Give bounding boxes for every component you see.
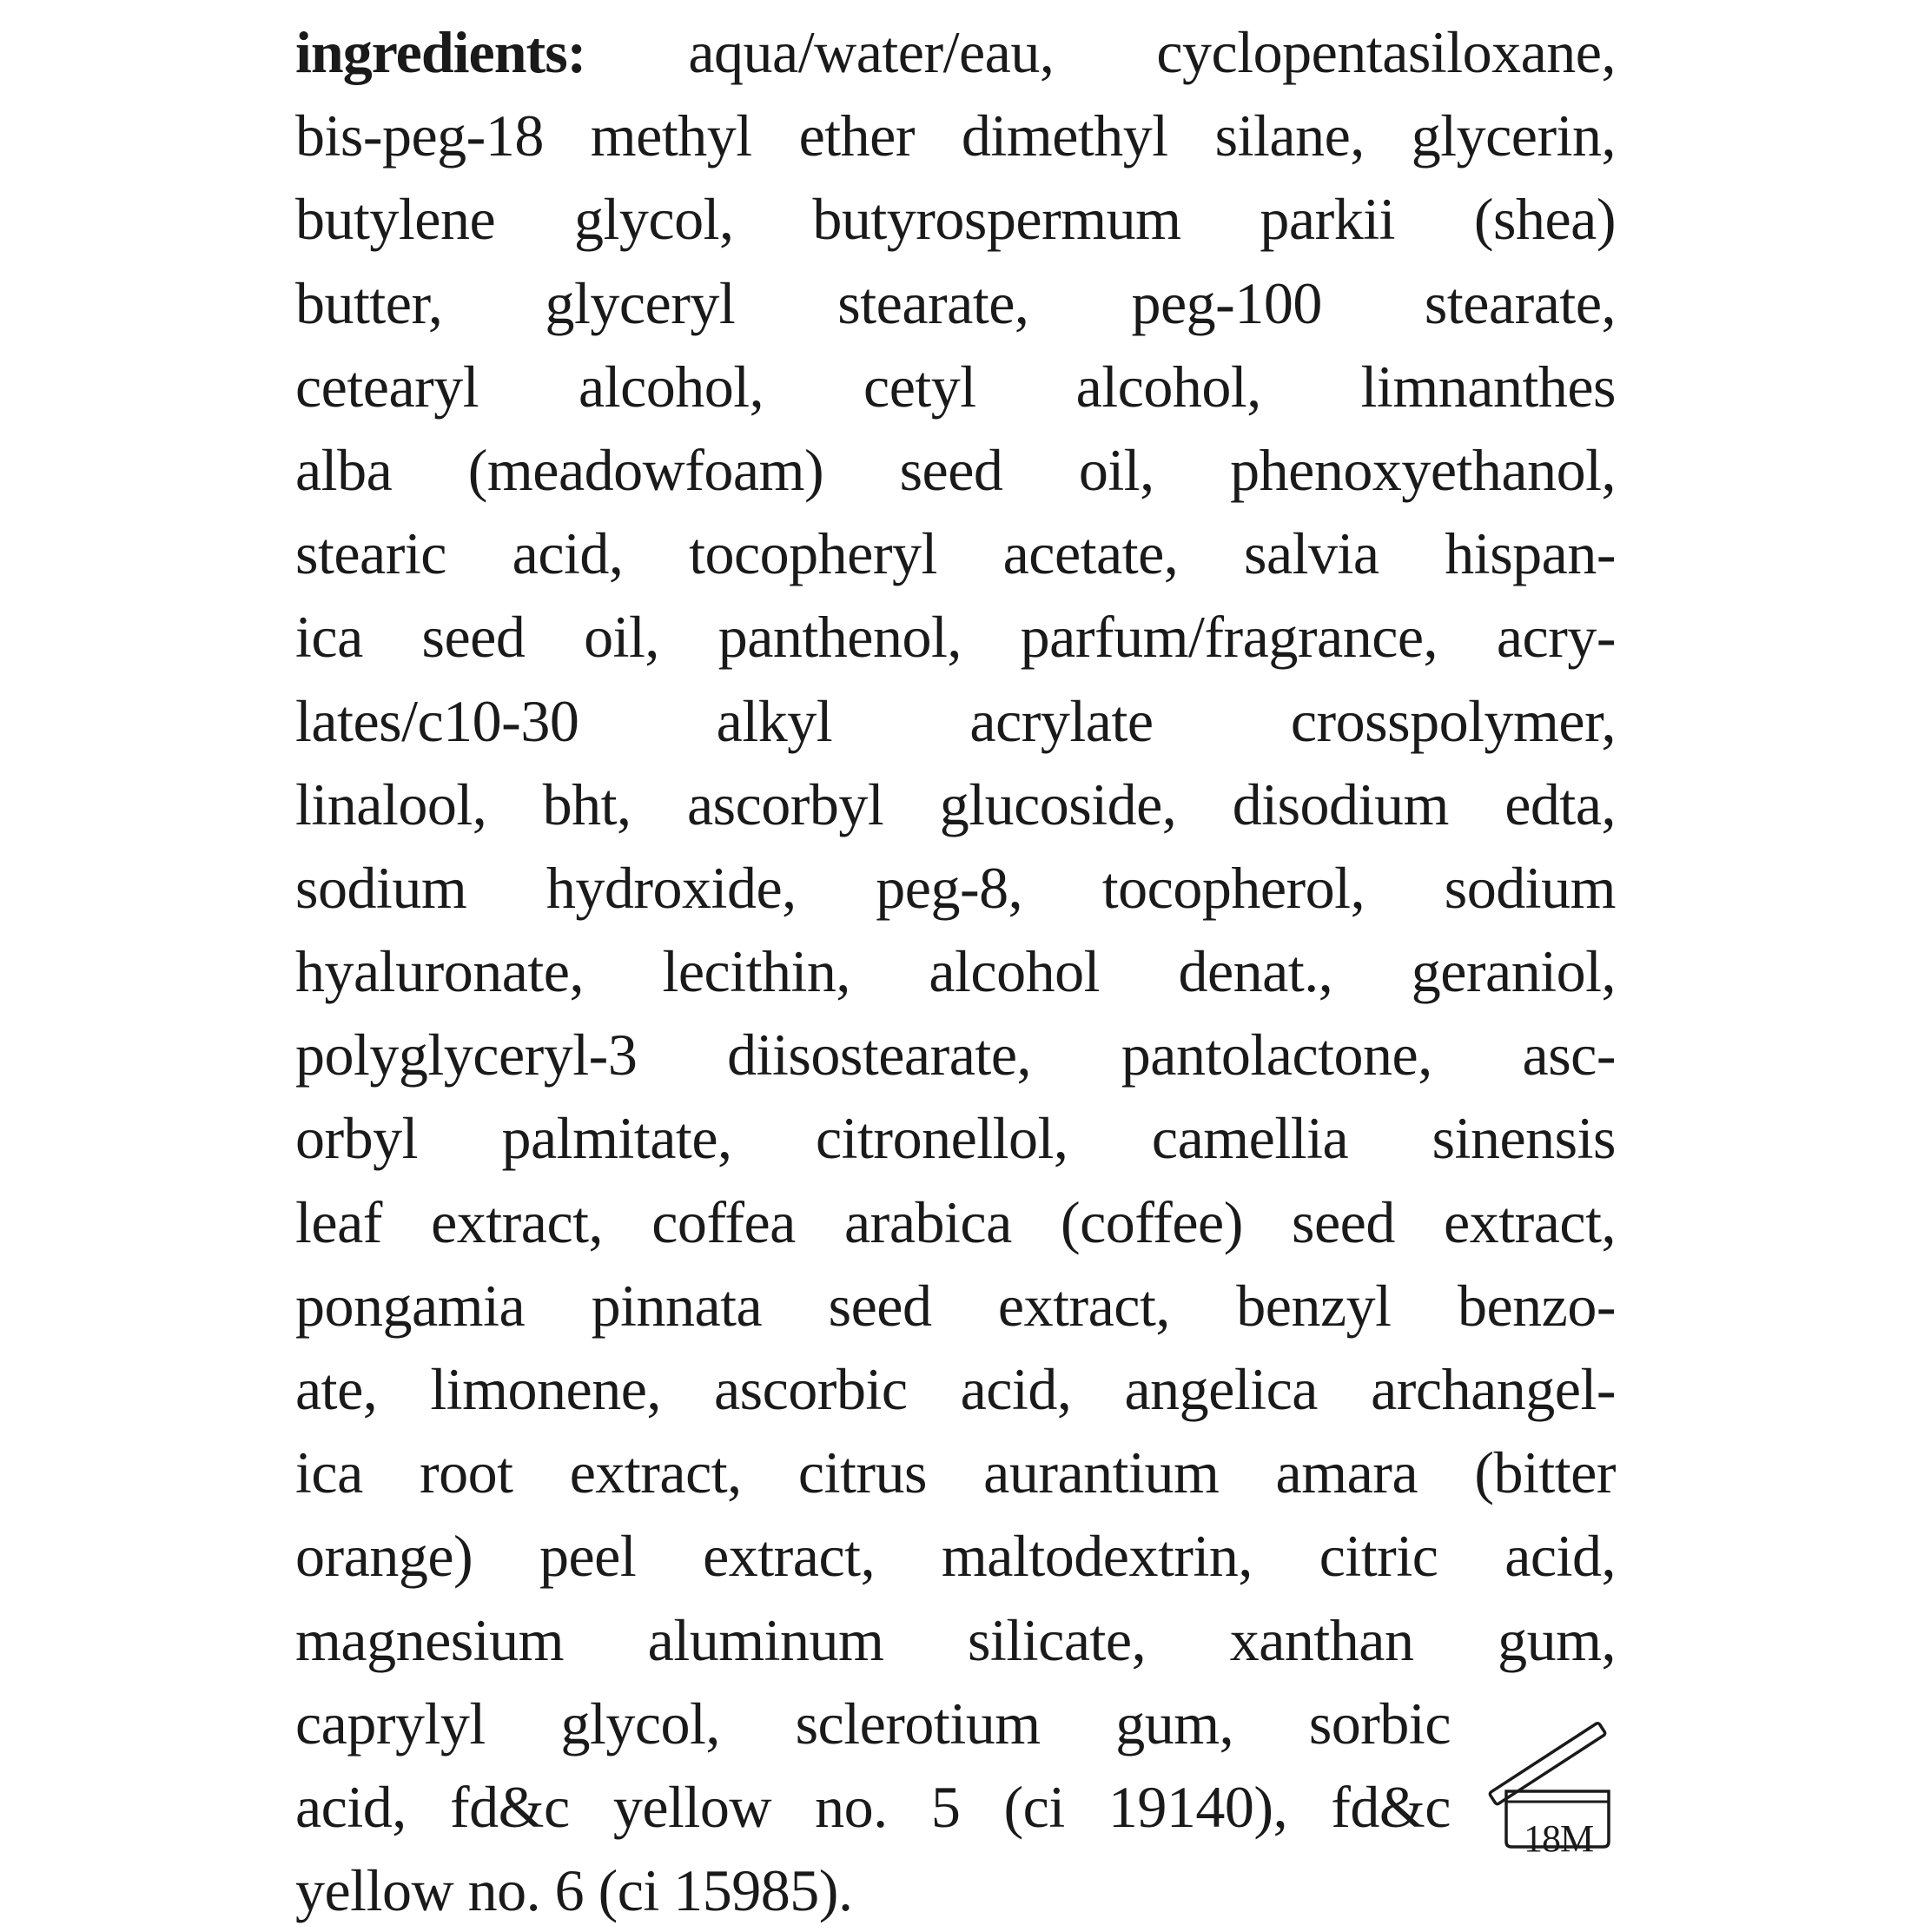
ingredients-line-19: orange) peel extract, maltodextrin, citric acid,: [295, 1523, 1616, 1590]
ingredients-line-12: hyaluronate, lecithin, alcohol denat., geraniol,: [295, 938, 1616, 1005]
ingredients-line-8: ica seed oil, panthenol, parfum/fragrance, acry-: [295, 604, 1616, 671]
ingredients-line-18: ica root extract, citrus aurantium amara (bitter: [295, 1439, 1616, 1506]
ingredients-heading: ingredients:: [295, 19, 586, 85]
ingredients-line-11: sodium hydroxide, peg-8, tocopherol, sodium: [295, 854, 1616, 921]
ingredients-line-1: ingredients: aqua/water/eau, cyclopentasiloxane,: [295, 19, 1616, 85]
ingredients-line-5: cetearyl alcohol, cetyl alcohol, limnanthes: [295, 353, 1616, 420]
ingredients-line-22: acid, fd&c yellow no. 5 (ci 19140), fd&c: [295, 1773, 1451, 1840]
pao-months-label: 18M: [1523, 1817, 1594, 1860]
ingredients-line-6: alba (meadowfoam) seed oil, phenoxyethanol,: [295, 436, 1616, 503]
ingredients-line-20: magnesium aluminum silicate, xanthan gum,: [295, 1606, 1616, 1673]
ingredients-line-23: yellow no. 6 (ci 15985).: [295, 1857, 853, 1924]
ingredients-line-16: pongamia pinnata seed extract, benzyl benzo-: [295, 1272, 1616, 1339]
ingredients-line-13: polyglyceryl-3 diisostearate, pantolactone, asc-: [295, 1022, 1616, 1088]
ingredients-line-17: ate, limonene, ascorbic acid, angelica archangel-: [295, 1356, 1616, 1422]
ingredients-line-9: lates/c10-30 alkyl acrylate crosspolymer,: [295, 687, 1616, 754]
ingredients-line-14: orbyl palmitate, citronellol, camellia sinensis: [295, 1105, 1616, 1172]
ingredients-line-4: butter, glyceryl stearate, peg-100 stearate,: [295, 269, 1616, 336]
ingredients-line-2: bis-peg-18 methyl ether dimethyl silane, glycerin,: [295, 103, 1616, 169]
period-after-opening-symbol: [1477, 1711, 1624, 1885]
ingredients-line-3: butylene glycol, butyrospermum parkii (shea): [295, 186, 1616, 253]
ingredients-panel: [295, 10, 1616, 1932]
ingredients-line-15: leaf extract, coffea arabica (coffee) seed extract,: [295, 1188, 1616, 1255]
ingredients-line-7: stearic acid, tocopheryl acetate, salvia hispan-: [295, 520, 1616, 587]
ingredients-line-21: caprylyl glycol, sclerotium gum, sorbic: [295, 1690, 1451, 1757]
ingredients-line-10: linalool, bht, ascorbyl glucoside, disodium edta,: [295, 771, 1616, 837]
